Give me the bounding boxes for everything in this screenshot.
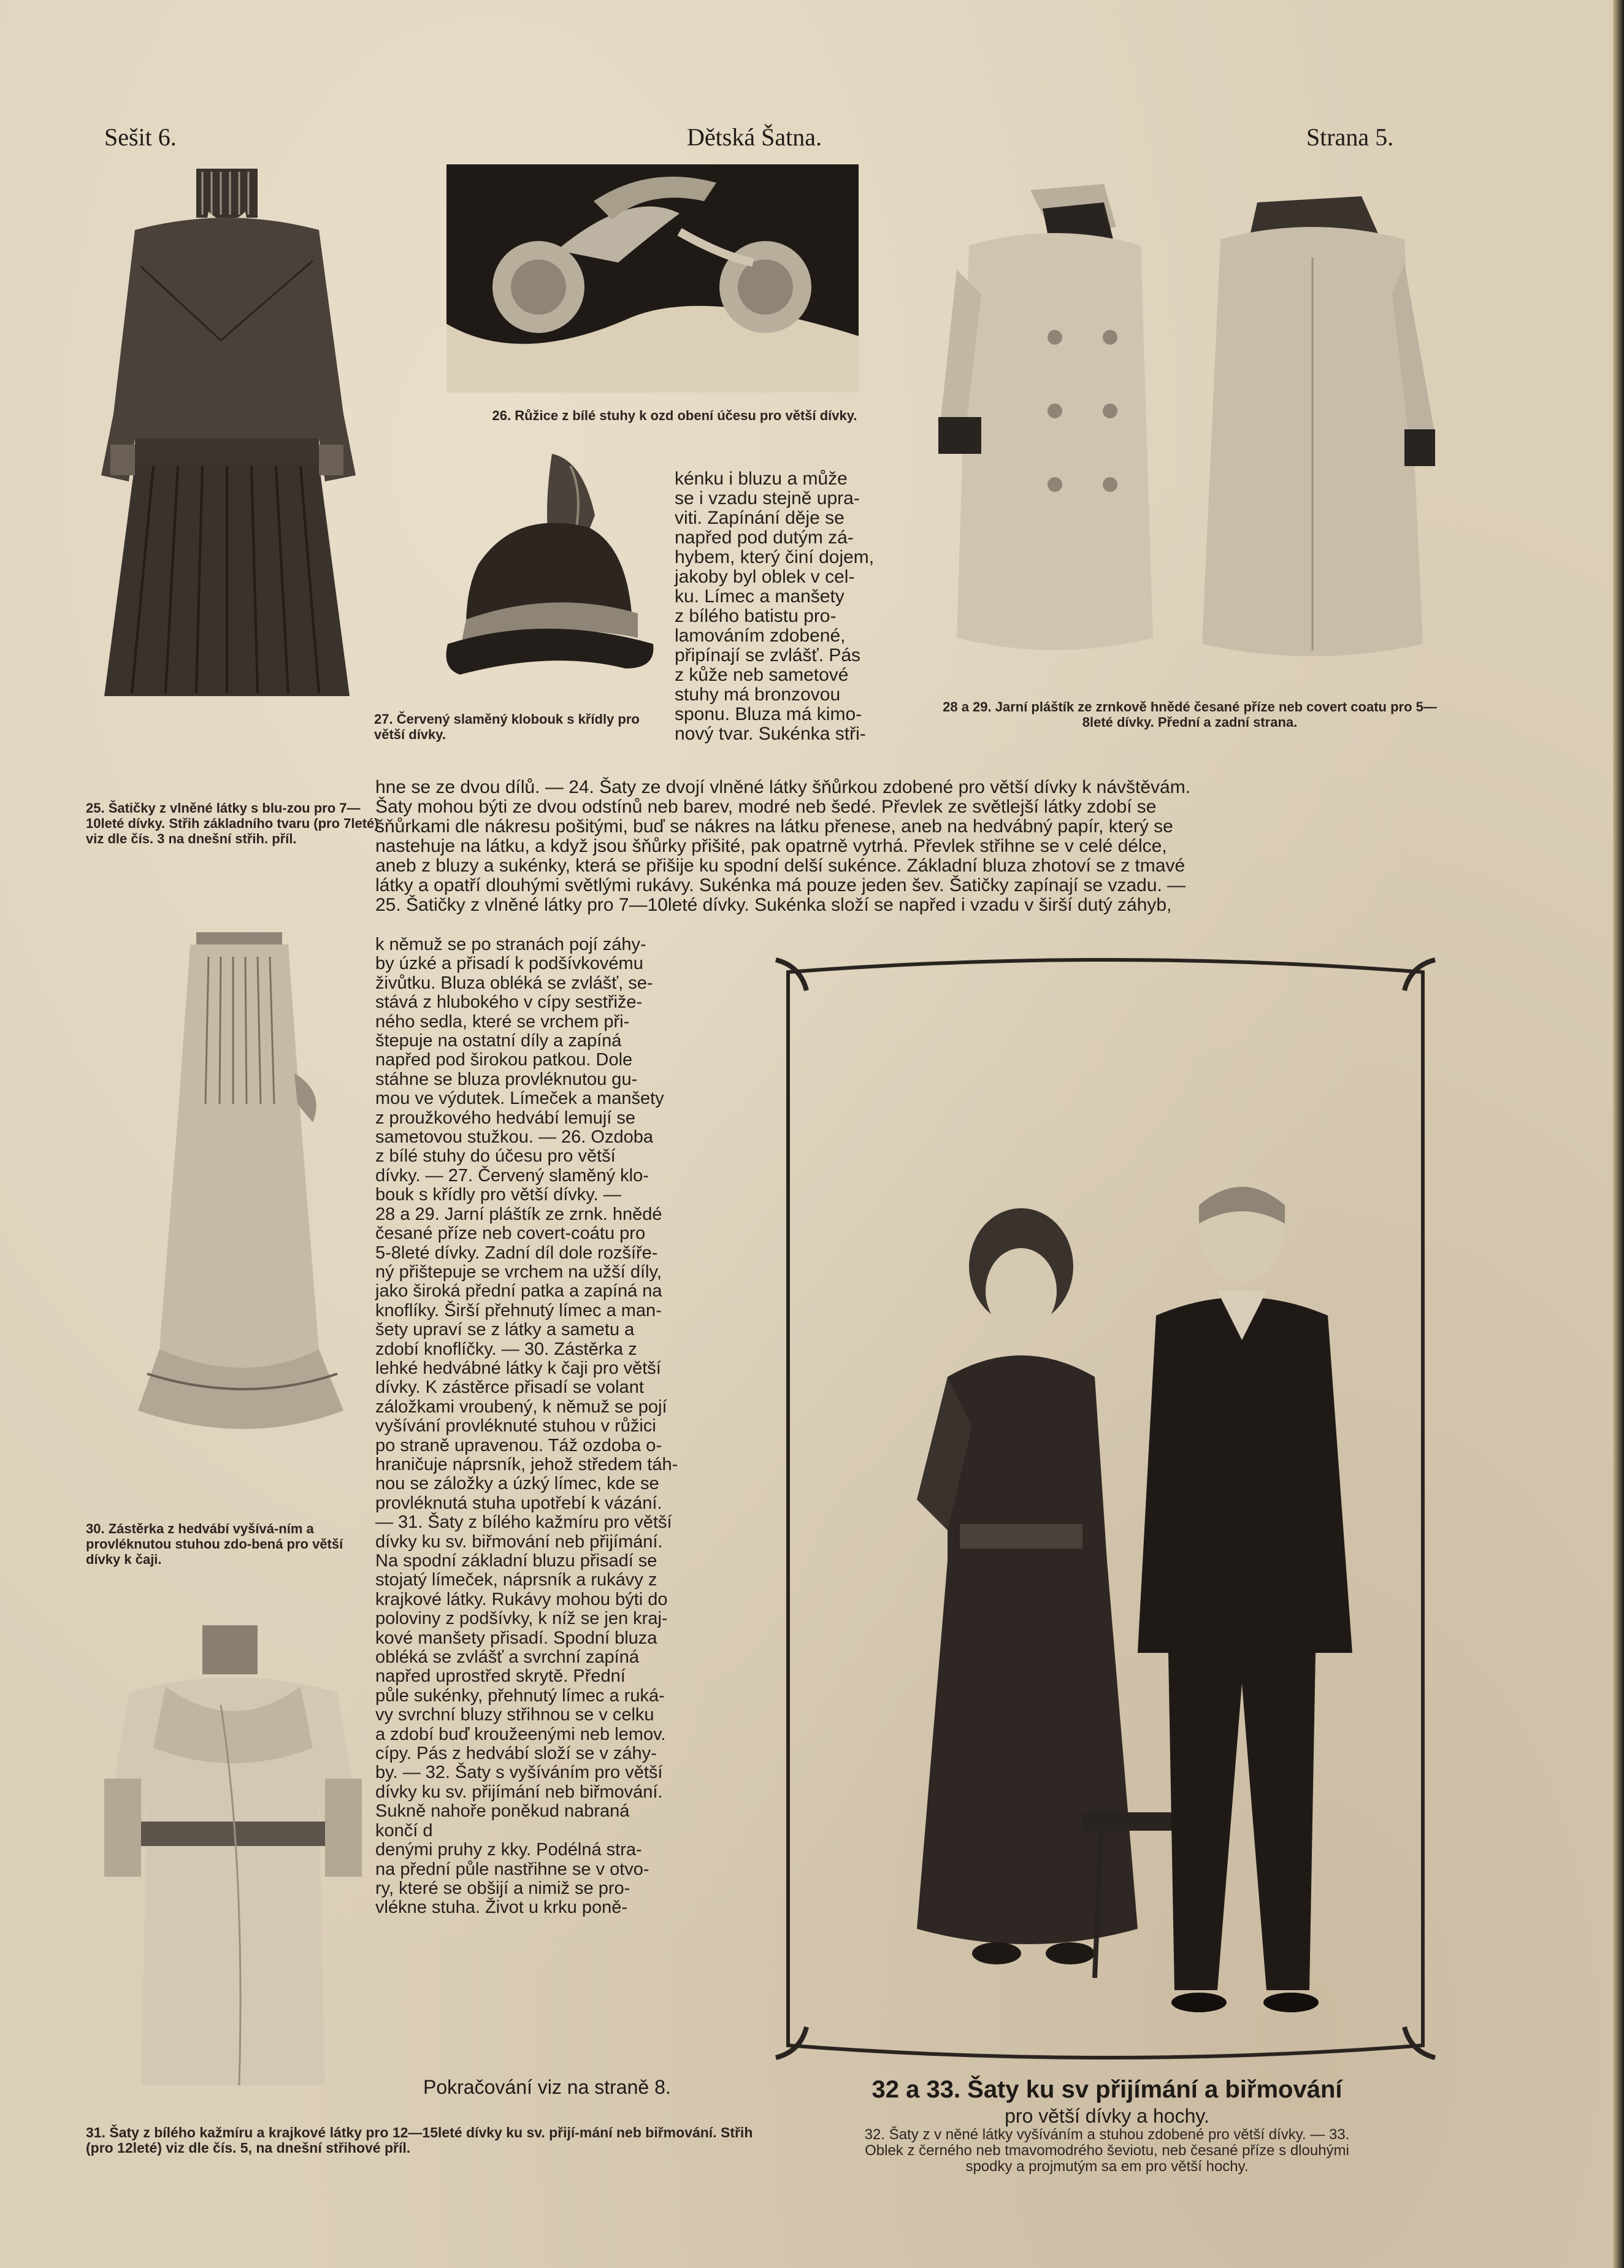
text-line: látky a opatří dlouhými světlými rukávy. Sukénka má pouze jeden šev. Šatičky zapínají se vzadu. — [375,875,1186,895]
text-line: lamováním zdobené, [675,626,846,646]
caption-line: spodky a projmutým sa em pro větší hochy. [965,2158,1249,2175]
text-line: nový tvar. Sukénka stři- [675,724,866,744]
text-line: štepuje na ostatní díly a zapíná [375,1031,622,1051]
page-edge-shadow [1613,0,1624,2268]
text-line: na přední půle nastřihne se v otvo- [375,1859,649,1879]
text-line: jako široká přední patka a zapíná na [375,1281,662,1301]
text-line: nastehuje na látku, a když jsou šňůrky přišité, pak opatrně vytrhá. Převlek střihne se v celé délce, [375,836,1167,856]
text-line: — 31. Šaty z bílého kažmíru pro větší [375,1512,672,1533]
text-line: 28 a 29. Jarní pláštík ze zrnk. hnědé [375,1204,662,1224]
text-line: vlékne stuha. Život u krku poně- [375,1898,628,1918]
text-line: sponu. Bluza má kimo- [675,704,862,724]
text-line: zdobí knoflíčky. — 30. Zástěrka z [375,1339,637,1359]
text-line: kénku i bluzu a může [675,469,848,489]
text-line: stává z hlubokého v cípy sestřiže- [375,992,643,1013]
text-line: jakoby byl oblek v cel- [675,567,855,587]
caption-line: Oblek z černého neb tmavomodrého ševiotu, neb česané příze s dlouhými [865,2142,1349,2159]
text-line: dívky ku sv. přijímání neb biřmování. [375,1782,663,1802]
illustration-apron-30 [129,920,362,1447]
text-line: 25. Šatičky z vlněné látky pro 7—10leté dívky. Sukénka složí se napřed i vzadu v širší dutý záhyb, [375,895,1172,915]
caption-26: 26. Růžice z bílé stuhy k ozd obení účesu pro větší dívky. [492,408,857,423]
text-line: hraničuje náprsník, jehož středem táh- [375,1454,678,1474]
text-line: obléká se zvlášť a svrchní zapíná [375,1647,639,1668]
big-caption-title: 32 a 33. Šaty ku sv přijímání a biřmování [871,2076,1342,2103]
text-line: česané příze neb covert-coátu pro [375,1224,646,1244]
text-line: viti. Zapínání děje se [675,508,845,528]
text-line: a zdobí buď kroužeenými neb lemov. [375,1724,666,1744]
text-line: ný přištepuje se vrchem na užší díly, [375,1262,662,1282]
illustration-dress-31 [92,1619,374,2098]
text-line: z proužkového hedvábí lemují se [375,1108,635,1128]
text-line: z bílé stuhy do účesu pro větší [375,1146,616,1167]
text-line: končí d [375,1820,433,1841]
illustration-rosettes-26 [446,164,859,393]
text-line: z bílého batistu pro- [675,606,837,626]
caption-28-29: 28 a 29. Jarní pláštík ze zrnkově hnědé česané příze neb covert coatu pro 5—8leté dívky. Přední a zadní strana. [943,699,1437,730]
text-line: cípy. Pás z hedvábí složí se v záhy- [375,1744,657,1764]
text-line: záložkami vroubený, k němuž se pojí [375,1396,667,1417]
text-line: mou ve výdutek. Límeček a manšety [375,1089,664,1109]
text-line: hybem, který činí dojem, [675,547,875,567]
text-line: provléknutá stuha upotřebí k vázání. [375,1493,662,1513]
text-line: dívky ku sv. biřmování neb přijímání. [375,1531,663,1552]
text-line: dívky. — 27. Červený slaměný klo- [375,1165,649,1186]
text-line: půle sukénky, přehnutý límec a ruká- [375,1685,665,1706]
text-line: ného sedla, které se vrchem při- [375,1011,630,1032]
text-line: bouk s křídly pro větší dívky. — [375,1185,621,1205]
text-line: šňůrkami dle nákresu pošitými, buď se nákres na látku přenese, aneb na hedvábný papír, který se [375,816,1173,837]
text-line: stojatý límeček, náprsník a rukávy z [375,1570,657,1590]
text-line: poloviny z podšívky, k níž se jen kraj- [375,1609,668,1629]
text-line: šety upraví se z látky a sametu a [375,1320,635,1340]
text-line: by úzké a přisadí k podšívkovému [375,954,643,974]
illustration-hat-27 [442,442,662,705]
caption-line: 32. Šaty z v něné látky vyšíváním a stuhou zdobené pro větší dívky. — 33. [864,2126,1350,2143]
text-line: krajkové látky. Rukávy mohou býti do [375,1589,668,1609]
text-line: lehké hedvábné látky k čaji pro větší [375,1358,661,1378]
header-issue: Sešit 6. [104,123,177,151]
text-line: aneb z bluzy a sukénky, která se přišije ku spodní delší sukénce. Základní bluza zhotoví se z tmavé [375,856,1185,876]
big-caption-subtitle: pro větší dívky a hochy. [1005,2105,1209,2127]
text-line: po straně upravenou. Táž ozdoba o- [375,1435,662,1455]
text-line: napřed pod širokou patkou. Dole [375,1050,633,1070]
text-line: Sukně nahoře poněkud nabraná [375,1801,630,1822]
illustration-frame-32-33 [764,948,1447,2070]
text-line: z kůže neb sametové [675,665,849,685]
text-line: stuhy má bronzovou [675,684,841,705]
caption-25: 25. Šatičky z vlněné látky s blu-zou pro 7—10leté dívky. Střih základního tvaru (pro 7leté) viz dle čís. 3 na dnešní střih. příl. [86,800,379,846]
text-line: by. — 32. Šaty s vyšíváním pro větší [375,1763,663,1783]
text-line: připínají se zvlášť. Pás [675,645,861,665]
text-line: napřed uprostřed skrytě. Přední [375,1666,626,1687]
text-line: kové manšety přisadí. Spodní bluza [375,1628,657,1648]
text-column-middle [675,469,944,744]
text-line: ry, které se obšijí a nimiž se pro- [375,1878,630,1898]
text-line: dívky. K zástěrce přisadí se volant [375,1377,644,1398]
continued-note: Pokračování viz na straně 8. [423,2076,671,2098]
caption-30: 30. Zástěrka z hedvábí vyšívá-ním a provléknutou stuhou zdo-bená pro větší dívky k čaji. [86,1521,343,1567]
text-wide-block [375,778,1446,915]
caption-31: 31. Šaty z bílého kažmíru a krajkové látky pro 12—15leté dívky ku sv. přijí-mání neb biřmování. Střih (pro 12leté) viz dle čís. 5, na dnešní střihové příl. [86,2124,753,2156]
text-line: knoflíky. Širší přehnutý límec a man- [375,1300,662,1320]
big-caption-description [767,2127,1447,2175]
text-line: vyšívání provléknuté stuhou v růžici [375,1416,656,1436]
text-line: sametovou stužkou. — 26. Ozdoba [375,1127,653,1147]
text-line: ku. Límec a manšety [675,586,845,607]
illustration-dress-25 [98,156,380,745]
text-line: k němuž se po stranách pojí záhy- [375,935,646,954]
text-line: nou se záložky a úzký límec, kde se [375,1474,659,1494]
text-line: denými pruhy z kky. Podélná stra- [375,1840,642,1860]
text-line: napřed pod dutým zá- [675,527,854,548]
text-line: vy svrchní bluzy střihnou se v celku [375,1705,654,1725]
header-page: Strana 5. [1306,123,1394,151]
caption-27: 27. Červený slaměný klobouk s křídly pro větší dívky. [374,711,640,742]
text-line: se i vzadu stejně upra- [675,488,860,508]
text-line: hne se ze dvou dílů. — 24. Šaty ze dvojí vlněné látky šňůrkou zdobené pro větší dívky k návštěvám. [375,777,1191,797]
text-line: živůtku. Bluza obléká se zvlášť, se- [375,973,653,993]
text-line: Na spodní základní bluzu přisadí se [375,1551,657,1571]
text-line: Šaty mohou býti ze dvou odstínů neb barev, modré neb šedé. Převlek ze světlejší látky zdobí se [375,797,1157,817]
illustration-coats-28-29 [932,172,1447,681]
header-title: Dětská Šatna. [687,123,822,151]
text-line: 5-8leté dívky. Zadní díl dole rozšíře- [375,1243,658,1263]
text-line: stáhne se bluza provléknutou gu- [375,1069,638,1089]
text-column-left [375,935,746,1918]
